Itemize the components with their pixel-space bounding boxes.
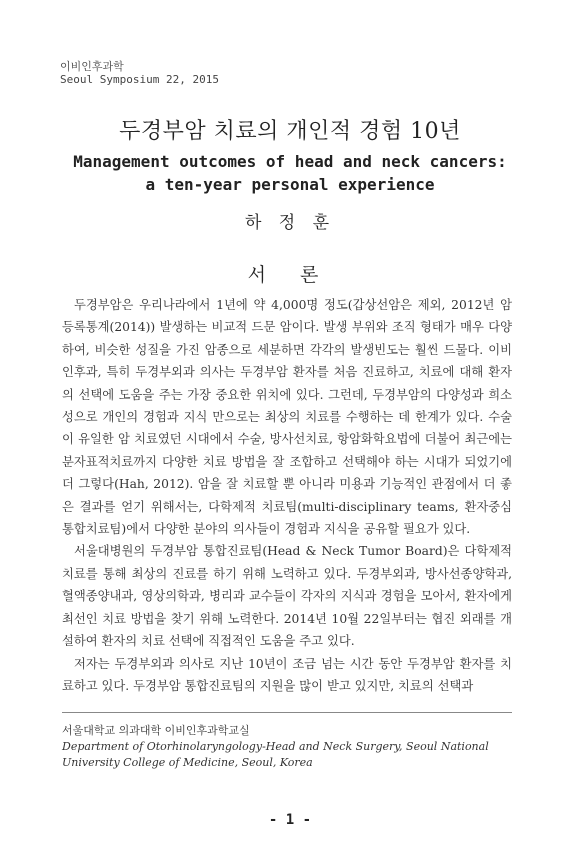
footnote-divider xyxy=(62,712,512,713)
running-header-journal: 이비인후과학 xyxy=(60,60,124,73)
affiliation-korean: 서울대학교 의과대학 이비인후과학교실 xyxy=(62,724,250,737)
paragraph-3: 저자는 두경부외과 의사로 지난 10년이 조금 넘는 시간 동안 두경부암 환자를 치료하고 있다. 두경부암 통합진료팀의 지원을 많이 받고 있지만, 치료의 선택과 xyxy=(62,656,512,693)
paragraph-1: 두경부암은 우리나라에서 1년에 약 4,000명 정도(갑상선암은 제외, 2012년 암 등록통계(2014)) 발생하는 비교적 드문 암이다. 발생 부위와 조직 형태가 매우 다양하여, 비슷한 성질을 가진 암종으로 세분하면 각각의 발생빈도는 훨씬 드물다. 이비인후과, 특히 두경부외과 의사는 두경부암 환자를 처음 진료하고, 치료에 대해 환자의 선택에 도움을 주는 가장 중요한 위치에 있다. 그런데, 두경부암의 다양성과 희소성으로 개인의 경험과 지식 만으로는 최상의 치료를 수행하는 데 한계가 있다. 수술이 유일한 암 치료였던 시대에서 수술, 방사선치료, 항암화학요법에 더불어 최근에는 분자표적치료까지 다양한 치료 방법을 잘 조합하고 선택해야 하는 시대가 되었기에 더 그렇다(Hah, 2012). 암을 잘 치료할 뿐 아니라 미용과 기능적인 관점에서 더 좋은 결과를 얻기 위해서는, 다학제적 치료팀(multi-disciplinary teams, 환자중심 통합치료팀)에서 다양한 분야의 의사들이 경험과 지식을 공유할 필요가 있다. xyxy=(62,298,512,537)
body-text xyxy=(62,294,512,697)
running-header-symposium: Seoul Symposium 22, 2015 xyxy=(60,73,219,86)
title-english-line1: Management outcomes of head and neck cancers: xyxy=(73,152,507,171)
author-name: 하 정 훈 xyxy=(244,213,336,233)
section-heading-introduction: 서 론 xyxy=(247,264,333,286)
title-korean: 두경부암 치료의 개인적 경험 10년 xyxy=(119,119,461,144)
page-number: - 1 - xyxy=(268,812,312,828)
title-english-line2: a ten-year personal experience xyxy=(145,175,435,194)
paragraph-2: 서울대병원의 두경부암 통합진료팀(Head & Neck Tumor Board)은 다학제적 치료를 통해 최상의 진료를 하기 위해 노력하고 있다. 두경부외과, 방사선종양학과, 혈액종양내과, 영상의학과, 병리과 교수들이 각자의 지식과 경험을 모아서, 환자에게 최선인 치료 방법을 찾기 위해 노력한다. 2014년 10월 22일부터는 협진 외래를 개설하여 환자의 치료 선택에 직접적인 도움을 주고 있다. xyxy=(62,544,512,649)
affiliation-english: Department of Otorhinolaryngology-Head and Neck Surgery, Seoul National University College of Medicine, Seoul, Korea xyxy=(62,740,489,769)
